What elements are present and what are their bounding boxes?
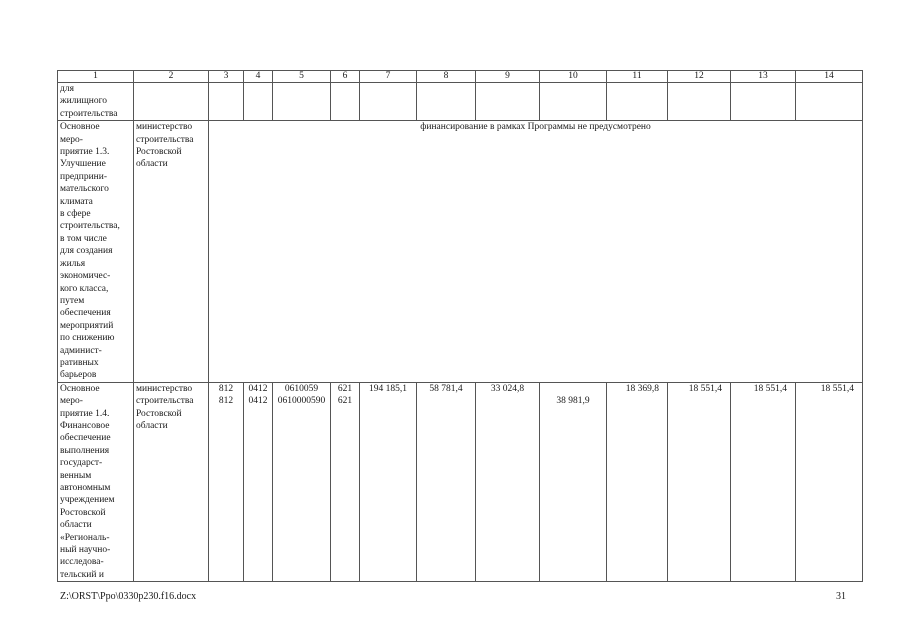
grbs-code: 812 (218, 396, 234, 407)
executor-cell (134, 382, 209, 582)
column-number: 10 (540, 71, 607, 83)
target-article-code: 0610000590 (277, 396, 326, 407)
amount-cell (540, 382, 607, 582)
empty-cell (209, 83, 244, 121)
table-row-activity-1-3 (58, 121, 863, 383)
grbs-code-cell (209, 382, 244, 582)
grbs-code: 812 (218, 383, 234, 394)
amount-cell: 18 369,8 (607, 382, 668, 582)
expense-type-cell (331, 382, 360, 582)
section-code: 0412 (248, 396, 268, 407)
empty-cell (476, 83, 540, 121)
empty-cell (668, 83, 731, 121)
amount-cell: 18 551,4 (731, 382, 796, 582)
file-path-footer: Z:\ORST\Ppo\0330p230.f16.docx (60, 591, 197, 602)
column-number: 5 (273, 71, 331, 83)
activity-name-text: для жилищного строительства (60, 84, 118, 119)
page-number: 31 (836, 591, 846, 602)
column-number: 3 (209, 71, 244, 83)
column-number: 14 (796, 71, 863, 83)
activity-name-cell (58, 382, 134, 582)
spacer (542, 383, 604, 395)
section-code-cell (244, 382, 273, 582)
activity-name-cell (58, 83, 134, 121)
empty-cell (417, 83, 476, 121)
amount-cell: 58 781,4 (417, 382, 476, 582)
column-number-row (58, 71, 863, 83)
column-number: 11 (607, 71, 668, 83)
activity-name-text: Основное меро- приятие 1.3. Улучшение предприни- мательского климата в сфере строительства, в том числе для создания жилья экономичес- кого класса, путем обеспечения мероприятий по снижению админист- ративных барьеров (60, 122, 120, 381)
column-number: 7 (360, 71, 417, 83)
target-article-code: 0610059 (284, 383, 319, 394)
empty-cell (731, 83, 796, 121)
expense-type-code: 621 (337, 396, 353, 407)
section-code: 0412 (248, 383, 268, 394)
total-amount-cell: 194 185,1 (360, 382, 417, 582)
empty-cell (607, 83, 668, 121)
table-row-continuation (58, 83, 863, 121)
executor-text: министерство строительства Ростовской области (136, 122, 194, 170)
empty-cell (273, 83, 331, 121)
activity-name-text: Основное меро- приятие 1.4. Финансовое обеспечение выполнения государст- венным автономным учреждением Ростовской области «Региональ- ный научно- исследова- тельский и (60, 383, 115, 580)
expense-type-code: 621 (337, 383, 353, 394)
column-number: 12 (668, 71, 731, 83)
activity-name-cell (58, 121, 134, 383)
column-number: 13 (731, 71, 796, 83)
no-funding-note: финансирование в рамках Программы не предусмотрено (209, 121, 863, 383)
column-number: 8 (417, 71, 476, 83)
amount-cell: 18 551,4 (668, 382, 731, 582)
column-number: 6 (331, 71, 360, 83)
budget-table (57, 70, 863, 582)
column-number: 4 (244, 71, 273, 83)
executor-text: министерство строительства Ростовской области (136, 383, 194, 431)
amount-cell: 33 024,8 (476, 382, 540, 582)
empty-cell (134, 83, 209, 121)
table-row-activity-1-4 (58, 382, 863, 582)
empty-cell (244, 83, 273, 121)
empty-cell (360, 83, 417, 121)
amount-value: 38 981,9 (556, 396, 590, 407)
column-number: 2 (134, 71, 209, 83)
target-article-cell (273, 382, 331, 582)
empty-cell (331, 83, 360, 121)
amount-cell: 18 551,4 (796, 382, 863, 582)
column-number: 1 (58, 71, 134, 83)
empty-cell (540, 83, 607, 121)
executor-cell (134, 121, 209, 383)
empty-cell (796, 83, 863, 121)
column-number: 9 (476, 71, 540, 83)
